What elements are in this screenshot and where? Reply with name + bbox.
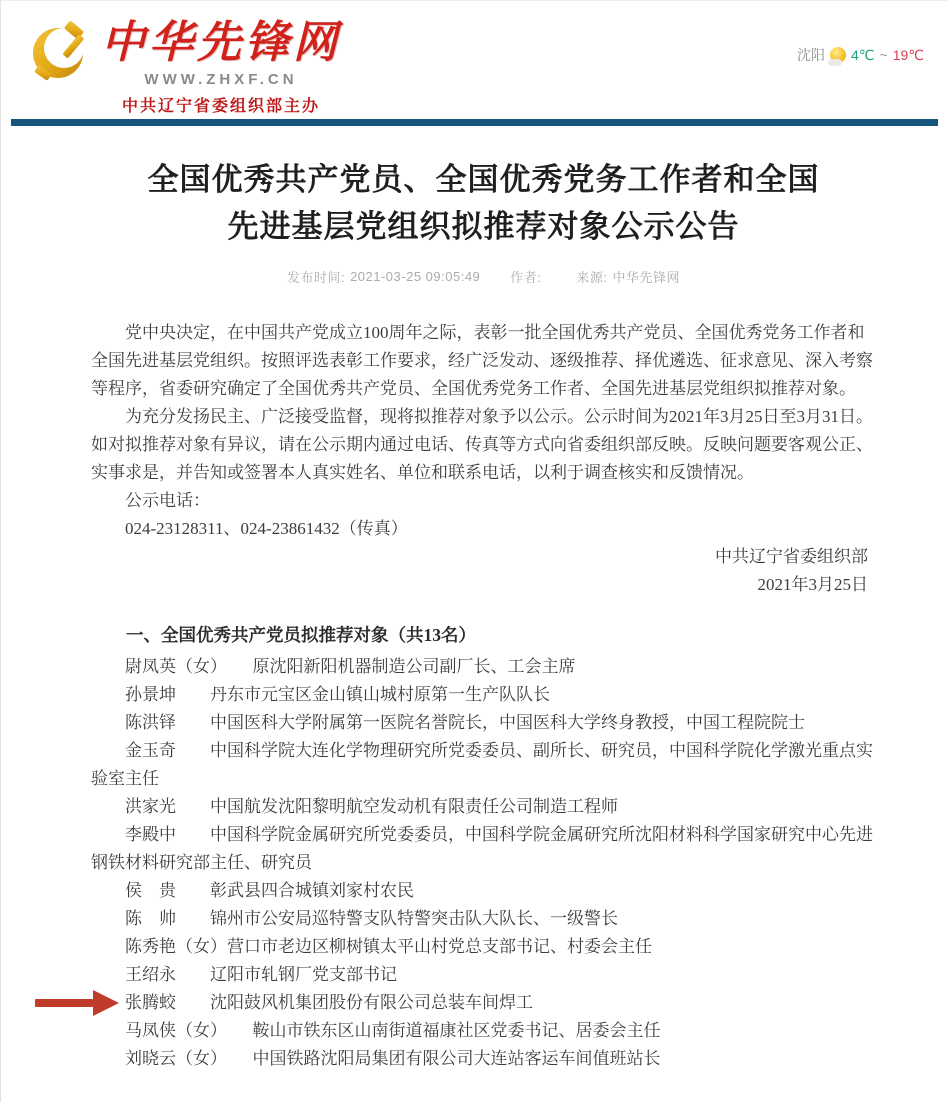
- list-item: 侯 贵 彰武县四合城镇刘家村农民: [125, 881, 414, 900]
- sun-icon: [830, 47, 846, 63]
- weather-widget: [797, 45, 934, 65]
- section-heading: 一、全国优秀共产党员拟推荐对象（共13名）: [126, 625, 476, 645]
- list-item: 陈洪铎 中国医科大学附属第一医院名誉院长，中国医科大学终身教授，中国工程院院士: [125, 713, 805, 732]
- article: [1, 156, 948, 1073]
- weather-city: 沈阳: [797, 47, 825, 63]
- list-item: 马凤侠（女） 鞍山市铁东区山南街道福康社区党委书记、居委会主任: [125, 1021, 661, 1040]
- temp-high: 19℃: [892, 46, 924, 63]
- article-body: [91, 319, 876, 1073]
- list-item: 张腾蛟 沈阳鼓风机集团股份有限公司总装车间焊工: [125, 993, 533, 1012]
- publish-time-label: 发布时间:: [286, 270, 346, 285]
- site-name: 中华先锋网: [101, 18, 341, 67]
- article-meta: [91, 267, 876, 286]
- author-label: 作者:: [510, 270, 542, 285]
- signature-date: 2021年3月25日: [757, 575, 868, 594]
- signature-org: 中共辽宁省委组织部: [715, 547, 868, 566]
- site-logo[interactable]: [29, 17, 341, 116]
- site-header: [1, 1, 948, 113]
- list-item: 尉凤英（女） 原沈阳新阳机器制造公司副厂长、工会主席: [125, 657, 576, 676]
- title-line-1: 全国优秀共产党员、全国优秀党务工作者和全国: [147, 162, 820, 197]
- pointer-arrow-icon: [35, 990, 119, 1016]
- paragraph: 为充分发扬民主、广泛接受监督，现将拟推荐对象予以公示。公示时间为2021年3月25日至3月31日。如对拟推荐对象有异议，请在公示期内通过电话、传真等方式向省委组织部反映。反映问题要客观公正、实事求是，并告知或签署本人真实姓名、单位和联系电话，以利于调查核实和反馈情况。: [91, 407, 873, 482]
- site-organizer: 中共辽宁省委组织部主办: [121, 98, 320, 115]
- list-item: 孙景坤 丹东市元宝区金山镇山城村原第一生产队队长: [125, 685, 550, 704]
- phone-heading: 公示电话：: [125, 491, 210, 510]
- list-item: 陈秀艳（女）营口市老边区柳树镇太平山村党总支部书记、村委会主任: [125, 937, 652, 956]
- article-title: [91, 156, 876, 250]
- temp-low: 4℃: [851, 46, 875, 63]
- source-value: 中华先锋网: [612, 270, 681, 285]
- list-item: 洪家光 中国航发沈阳黎明航空发动机有限责任公司制造工程师: [125, 797, 618, 816]
- list-item: 李殿中 中国科学院金属研究所党委委员，中国科学院金属研究所沈阳材料科学国家研究中心先进钢铁材料研究部主任、研究员: [91, 825, 873, 872]
- source-label: 来源:: [576, 270, 608, 285]
- header-divider: [11, 119, 938, 126]
- paragraph: 党中央决定，在中国共产党成立100周年之际，表彰一批全国优秀共产党员、全国优秀党务工作者和全国先进基层党组织。按照评选表彰工作要求，经广泛发动、逐级推荐、择优遴选、征求意见、深入考察等程序，省委研究确定了全国优秀共产党员、全国优秀党务工作者、全国先进基层党组织拟推荐对象。: [91, 323, 873, 398]
- list-item: 王绍永 辽阳市轧钢厂党支部书记: [125, 965, 397, 984]
- temp-range-separator: ~: [879, 47, 888, 63]
- list-item: 刘晓云（女） 中国铁路沈阳局集团有限公司大连站客运车间值班站长: [125, 1049, 661, 1068]
- party-emblem-icon: [29, 17, 93, 88]
- list-item: 陈 帅 锦州市公安局巡特警支队特警突击队大队长、一级警长: [125, 909, 618, 928]
- highlighted-list-item: [91, 989, 876, 1017]
- site-url: WWW.ZHXF.CN: [144, 71, 298, 88]
- publish-time-value: 2021-03-25 09:05:49: [350, 269, 481, 284]
- phone-numbers: 024-23128311、024-23861432（传真）: [125, 519, 408, 538]
- title-line-2: 先进基层党组织拟推荐对象公示公告: [227, 209, 740, 244]
- list-item: 金玉奇 中国科学院大连化学物理研究所党委委员、副所长、研究员，中国科学院化学激光重点实验室主任: [91, 741, 873, 788]
